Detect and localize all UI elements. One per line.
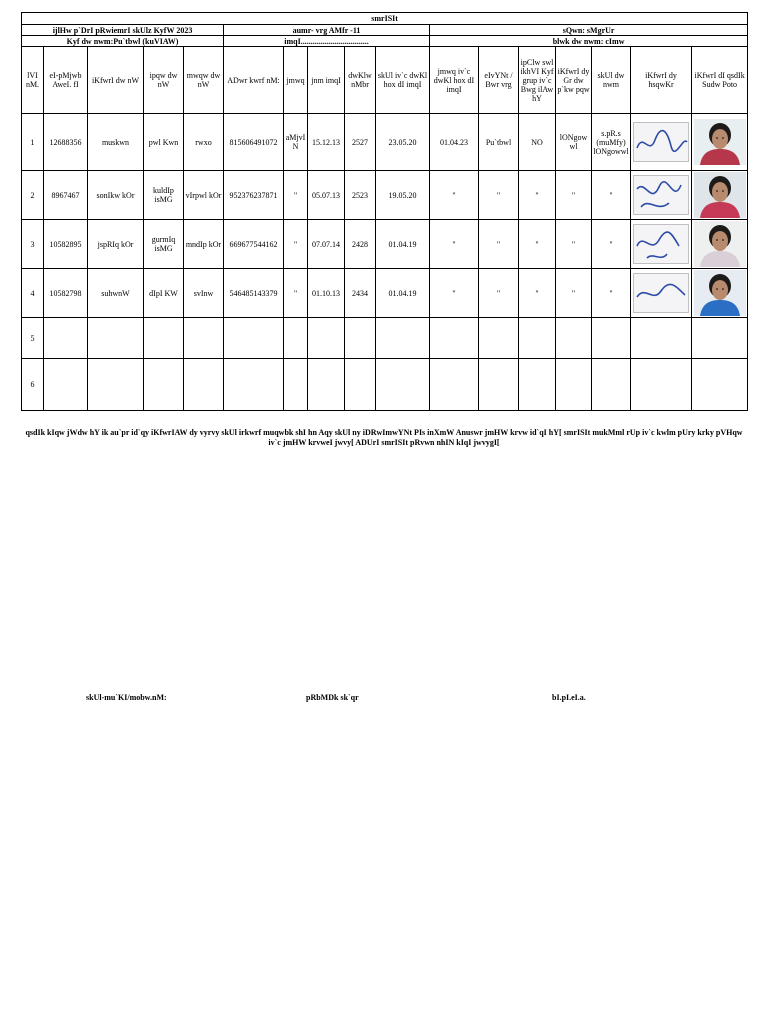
table-row bbox=[22, 359, 748, 411]
footer-headmaster: skUl-mu`KI/mobw.nM: bbox=[86, 693, 167, 702]
empty-cell bbox=[479, 318, 519, 359]
cell-school-admit: 01.04.19 bbox=[376, 269, 430, 318]
cell-address: " bbox=[556, 269, 592, 318]
footer-management: pRbMDk sk`qr bbox=[306, 693, 359, 702]
cell-aadhar: 669677544162 bbox=[224, 220, 284, 269]
cell-admission-no: 2434 bbox=[345, 269, 376, 318]
age-group-label: aumr- vrg AMfr -11 bbox=[224, 25, 430, 36]
block-label: blwk dw nwm: cImw bbox=[430, 36, 748, 47]
column-header: jnm imqI bbox=[308, 47, 345, 114]
empty-cell bbox=[556, 318, 592, 359]
column-header: jmwq iv`c dwKl hox dI imqI bbox=[430, 47, 479, 114]
sheet-title: smrISIt bbox=[22, 13, 748, 25]
cell-class: " bbox=[284, 269, 308, 318]
cell-prev-game: " bbox=[519, 171, 556, 220]
empty-cell bbox=[308, 359, 345, 411]
cell-school-admit: 01.04.19 bbox=[376, 220, 430, 269]
cell-prev-game: " bbox=[519, 269, 556, 318]
player-signature bbox=[631, 269, 692, 318]
column-header: iKfwrI dw nW bbox=[88, 47, 144, 114]
cell-address: " bbox=[556, 171, 592, 220]
cell-epunjab-id: 10582895 bbox=[44, 220, 88, 269]
empty-cell bbox=[184, 359, 224, 411]
cell-sr: 1 bbox=[22, 114, 44, 171]
cell-school-admit: 23.05.20 bbox=[376, 114, 430, 171]
cell-mother: vIrpwl kOr bbox=[184, 171, 224, 220]
cell-prev-game: " bbox=[519, 220, 556, 269]
column-header: lVI nM. bbox=[22, 47, 44, 114]
cell-epunjab-id: 10582798 bbox=[44, 269, 88, 318]
empty-cell bbox=[592, 359, 631, 411]
cell-mother: mndIp kOr bbox=[184, 220, 224, 269]
cell-class-admit: 01.04.23 bbox=[430, 114, 479, 171]
empty-cell bbox=[184, 318, 224, 359]
empty-cell bbox=[284, 359, 308, 411]
cell-school: " bbox=[592, 220, 631, 269]
player-photo bbox=[692, 269, 748, 318]
empty-cell bbox=[430, 359, 479, 411]
cell-name: jspRIq kOr bbox=[88, 220, 144, 269]
footer-bpeo: bI.pI.eI.a. bbox=[552, 693, 586, 702]
cell-aadhar: 952376237871 bbox=[224, 171, 284, 220]
empty-cell bbox=[592, 318, 631, 359]
cell-class: aMjvIN bbox=[284, 114, 308, 171]
summary-sheet bbox=[21, 12, 747, 411]
empty-cell bbox=[144, 318, 184, 359]
column-header: jmwq bbox=[284, 47, 308, 114]
cell-event: " bbox=[479, 269, 519, 318]
player-photo bbox=[692, 114, 748, 171]
cell-admission-no: 2523 bbox=[345, 171, 376, 220]
column-header: dwKlw nMbr bbox=[345, 47, 376, 114]
column-header: ipClw swl ikhVI Kyf grup iv`c Bwg ilAw hY bbox=[519, 47, 556, 114]
empty-cell bbox=[692, 318, 748, 359]
empty-cell bbox=[224, 359, 284, 411]
signature-icon bbox=[633, 122, 689, 162]
photo-icon bbox=[694, 172, 746, 218]
signature-icon bbox=[633, 224, 689, 264]
column-header: eI-pMjwb AweI. fI bbox=[44, 47, 88, 114]
cell-father: dIpI KW bbox=[144, 269, 184, 318]
table-body bbox=[22, 114, 748, 411]
cell-epunjab-id: 8967467 bbox=[44, 171, 88, 220]
cell-mother: svInw bbox=[184, 269, 224, 318]
cell-class: " bbox=[284, 171, 308, 220]
cell-school: " bbox=[592, 269, 631, 318]
cell-mother: rwxo bbox=[184, 114, 224, 171]
cell-dob: 07.07.14 bbox=[308, 220, 345, 269]
empty-cell bbox=[376, 359, 430, 411]
cell-epunjab-id: 12688356 bbox=[44, 114, 88, 171]
cell-name: suhwnW bbox=[88, 269, 144, 318]
empty-cell bbox=[144, 359, 184, 411]
cell-prev-game: NO bbox=[519, 114, 556, 171]
cell-aadhar: 815606491072 bbox=[224, 114, 284, 171]
column-header: skUl iv`c dwKl hox dI imqI bbox=[376, 47, 430, 114]
sport-label: Kyf dw nwm:Pu`tbwl (kuVIAW) bbox=[22, 36, 224, 47]
table-row bbox=[22, 269, 748, 318]
date-label: imqI.................................. bbox=[224, 36, 430, 47]
cell-name: muskwn bbox=[88, 114, 144, 171]
empty-cell bbox=[631, 318, 692, 359]
empty-cell bbox=[519, 359, 556, 411]
table-row bbox=[22, 114, 748, 171]
empty-cell bbox=[284, 318, 308, 359]
cell-class-admit: " bbox=[430, 220, 479, 269]
player-signature bbox=[631, 171, 692, 220]
empty-cell bbox=[345, 359, 376, 411]
column-header: iKfwrI dy hsqwKr bbox=[631, 47, 692, 114]
photo-icon bbox=[694, 119, 746, 165]
column-header: mwqw dw nW bbox=[184, 47, 224, 114]
place-label: sQwn: sMgrUr bbox=[430, 25, 748, 36]
empty-cell bbox=[308, 318, 345, 359]
column-header: iKfwrI dI qsdIk Sudw Poto bbox=[692, 47, 748, 114]
signature-icon bbox=[633, 175, 689, 215]
certification-note: qsdIk kIqw jWdw hY ik au`pr id`qy iKfwrIAW dy vyrvy skUl irkwrf muqwbk shI hn Aqy skUl ny iDRwImwYNt PIs inXmW Anuswr jmHW krvw id`qI hY[ smrISIt mukMml rUp iv`c kwlm pUry krky pVHqw iv`c jmHW krvweI jwvy[ ADUrI smrISIt pRvwn nhIN kIqI jwvygI[ bbox=[25, 428, 743, 447]
signature-icon bbox=[633, 273, 689, 313]
cell-sr: 4 bbox=[22, 269, 44, 318]
cell-admission-no: 2527 bbox=[345, 114, 376, 171]
empty-cell bbox=[430, 318, 479, 359]
empty-cell bbox=[556, 359, 592, 411]
players-table bbox=[21, 12, 748, 411]
photo-icon bbox=[694, 270, 746, 316]
column-header: eIvYNt / Bwr vrg bbox=[479, 47, 519, 114]
cell-dob: 01.10.13 bbox=[308, 269, 345, 318]
cell-sr: 5 bbox=[22, 318, 44, 359]
cell-event: " bbox=[479, 220, 519, 269]
cell-admission-no: 2428 bbox=[345, 220, 376, 269]
column-header: iKfwrI dy Gr dw p`kw pqw bbox=[556, 47, 592, 114]
empty-cell bbox=[44, 318, 88, 359]
cell-sr: 6 bbox=[22, 359, 44, 411]
table-row bbox=[22, 171, 748, 220]
cell-event: Pu`tbwl bbox=[479, 114, 519, 171]
player-signature bbox=[631, 114, 692, 171]
empty-cell bbox=[345, 318, 376, 359]
cell-aadhar: 546485143379 bbox=[224, 269, 284, 318]
cell-dob: 05.07.13 bbox=[308, 171, 345, 220]
cell-sr: 2 bbox=[22, 171, 44, 220]
empty-cell bbox=[224, 318, 284, 359]
empty-cell bbox=[376, 318, 430, 359]
empty-cell bbox=[692, 359, 748, 411]
photo-icon bbox=[694, 221, 746, 267]
column-header: ADwr kwrf nM: bbox=[224, 47, 284, 114]
cell-name: sonIkw kOr bbox=[88, 171, 144, 220]
table-row bbox=[22, 318, 748, 359]
cell-class: " bbox=[284, 220, 308, 269]
empty-cell bbox=[44, 359, 88, 411]
cell-address: " bbox=[556, 220, 592, 269]
cell-school-admit: 19.05.20 bbox=[376, 171, 430, 220]
cell-address: lONgowwl bbox=[556, 114, 592, 171]
cell-class-admit: " bbox=[430, 269, 479, 318]
cell-school: s.pR.s (muMfy) lONgowwl bbox=[592, 114, 631, 171]
empty-cell bbox=[479, 359, 519, 411]
cell-event: " bbox=[479, 171, 519, 220]
cell-class-admit: " bbox=[430, 171, 479, 220]
empty-cell bbox=[519, 318, 556, 359]
cell-father: gurmIq isMG bbox=[144, 220, 184, 269]
player-photo bbox=[692, 220, 748, 269]
cell-school: " bbox=[592, 171, 631, 220]
cell-dob: 15.12.13 bbox=[308, 114, 345, 171]
column-header-row bbox=[22, 47, 748, 114]
empty-cell bbox=[88, 359, 144, 411]
empty-cell bbox=[88, 318, 144, 359]
player-photo bbox=[692, 171, 748, 220]
column-header: skUl dw nwm bbox=[592, 47, 631, 114]
cell-father: kuldIp isMG bbox=[144, 171, 184, 220]
district-label: ijlHw p`DrI pRwiemrI skUlz KyfW 2023 bbox=[22, 25, 224, 36]
cell-sr: 3 bbox=[22, 220, 44, 269]
player-signature bbox=[631, 220, 692, 269]
column-header: ipqw dw nW bbox=[144, 47, 184, 114]
table-row bbox=[22, 220, 748, 269]
empty-cell bbox=[631, 359, 692, 411]
cell-father: pwl Kwn bbox=[144, 114, 184, 171]
